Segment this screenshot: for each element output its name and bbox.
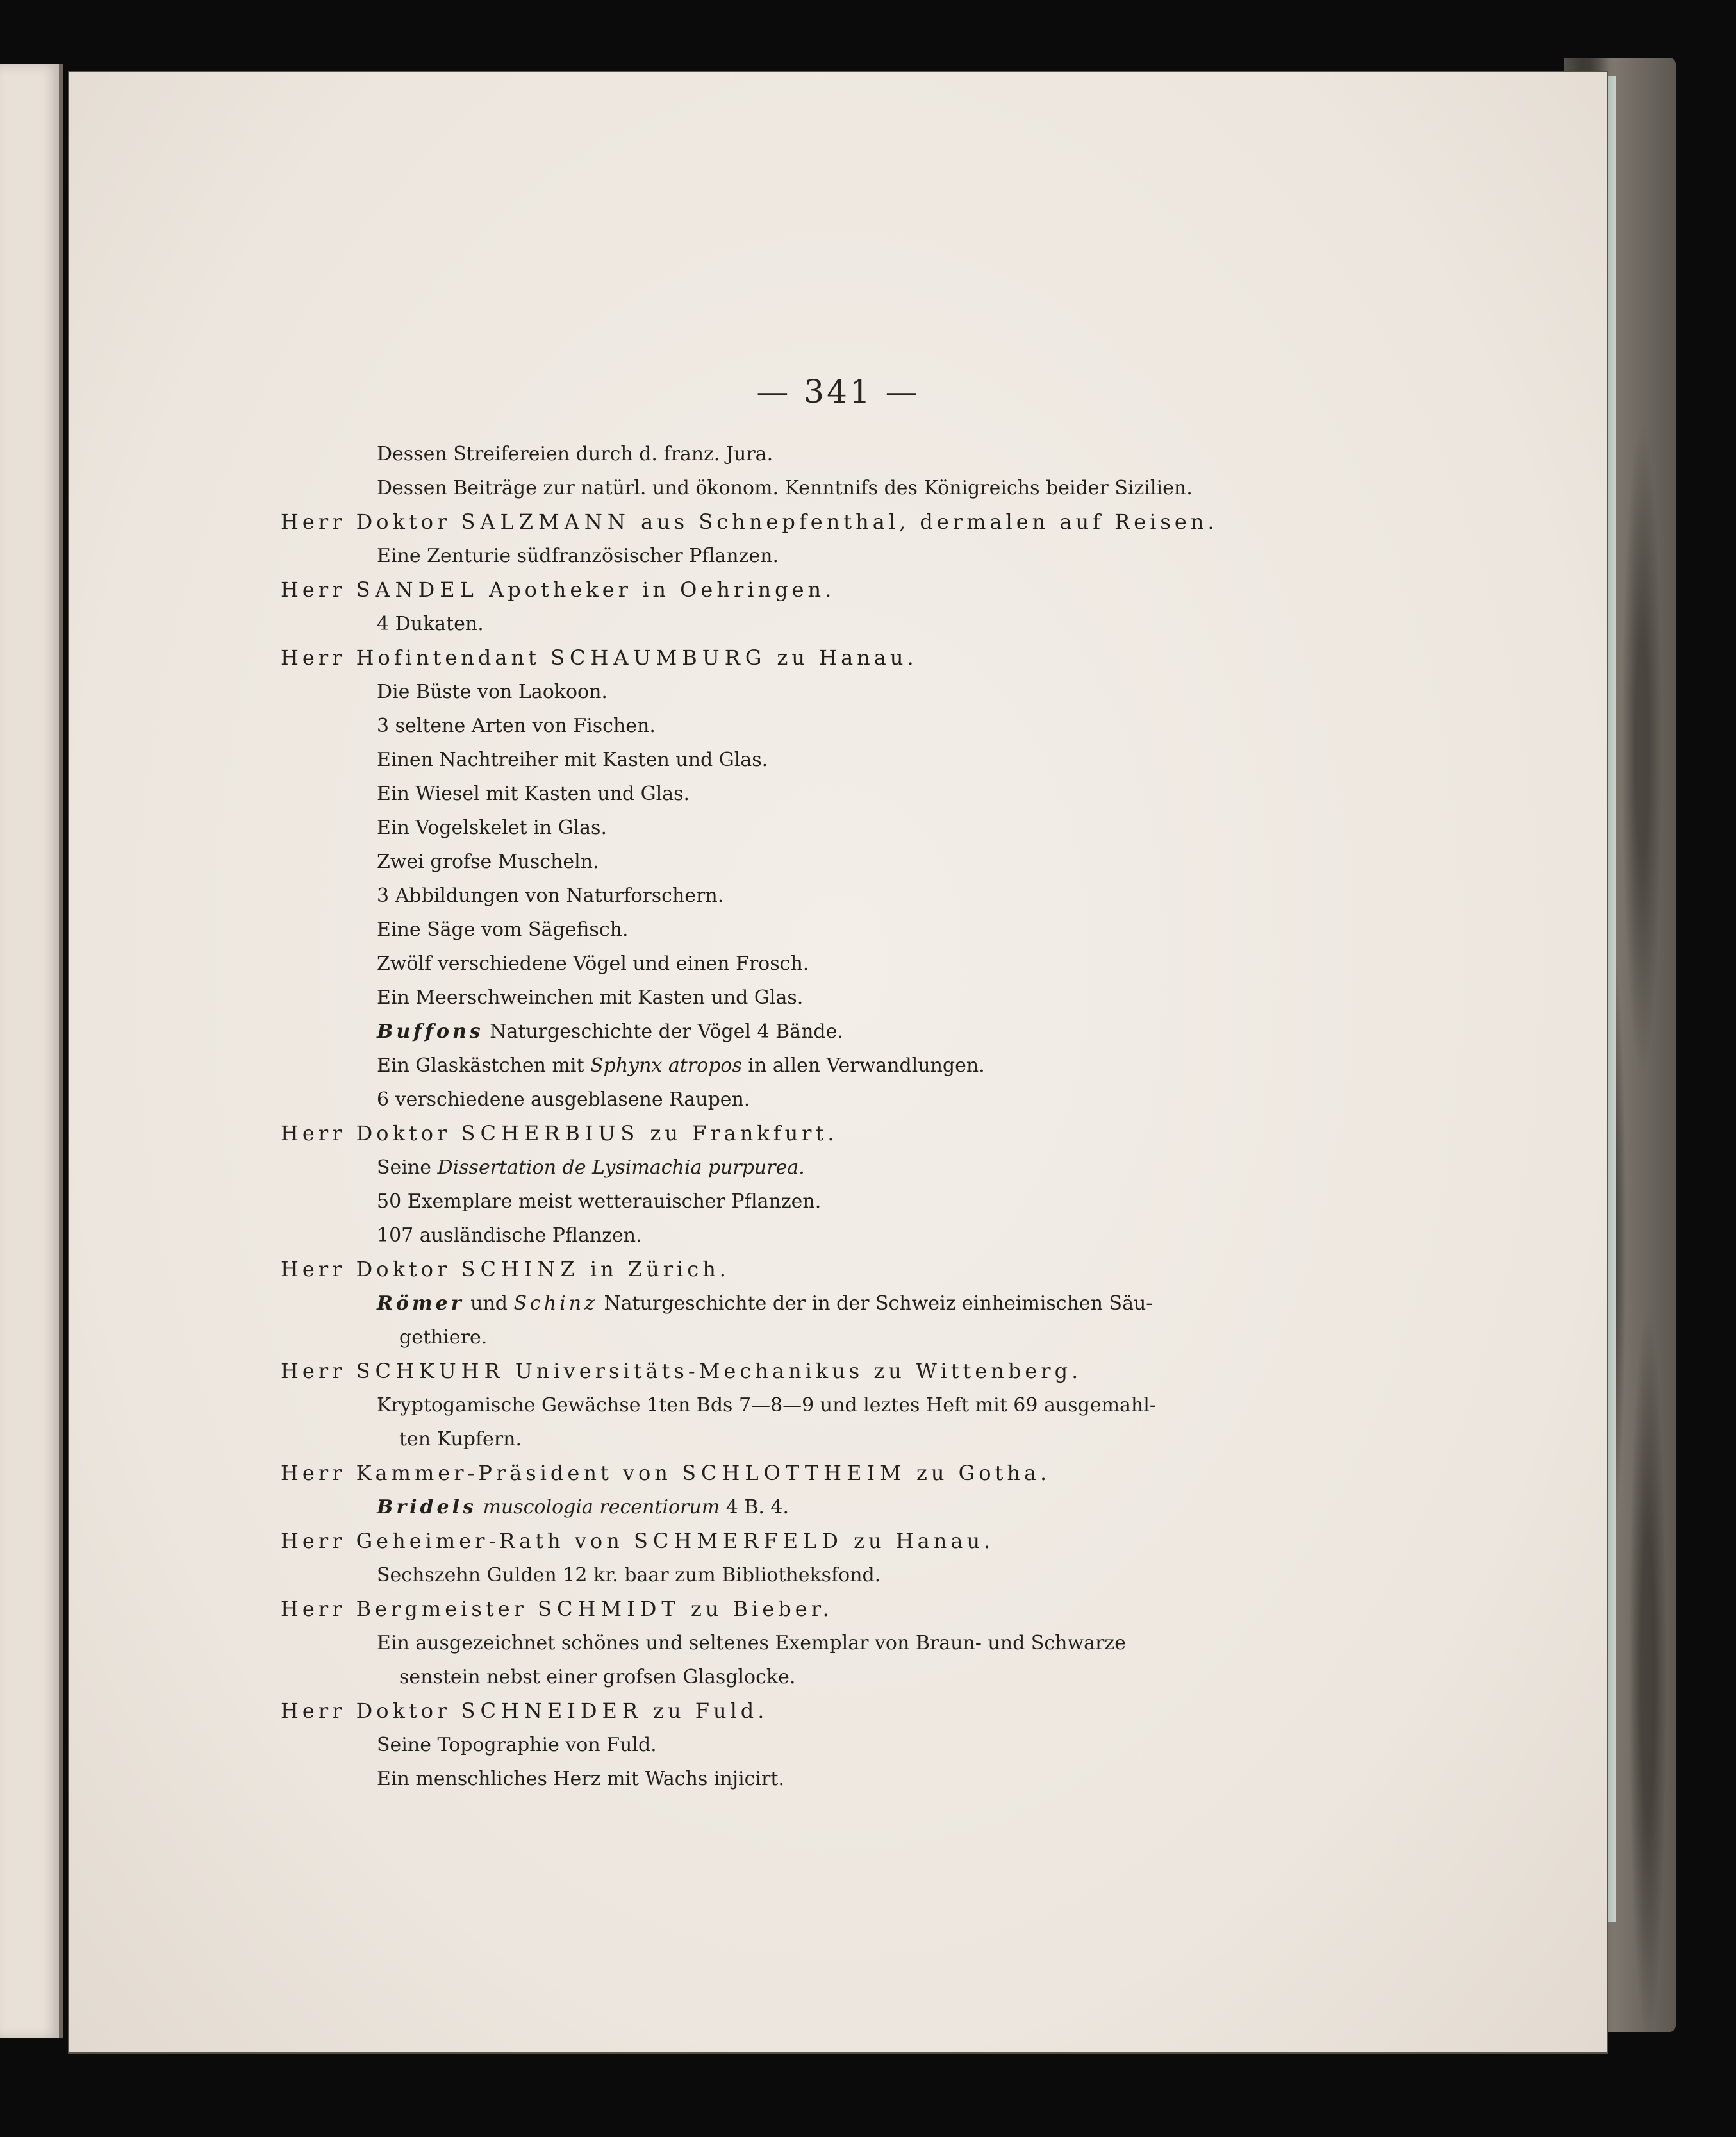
donation-entry	[281, 1218, 1370, 1252]
donation-entry	[281, 845, 1370, 879]
text-segment: Buffons	[377, 1020, 484, 1043]
text-segment: Seine Topographie von Fuld.	[377, 1734, 657, 1756]
text-segment: SCHMIDT	[538, 1597, 681, 1621]
donor-heading	[281, 1592, 1370, 1626]
text-segment: Römer	[377, 1292, 465, 1315]
text-segment: Herr Kammer-Präsident von	[281, 1461, 682, 1485]
text-segment: Herr Hofintendant	[281, 645, 551, 670]
text-segment: Herr Bergmeister	[281, 1597, 538, 1621]
left-page-edge	[0, 64, 63, 2038]
text-segment: und	[464, 1292, 514, 1315]
text-segment: zu Bieber.	[680, 1597, 833, 1621]
donor-list	[281, 437, 1370, 1796]
donation-entry	[281, 947, 1370, 981]
donation-entry	[281, 1083, 1370, 1117]
text-segment: Dessen Beiträge zur natürl. und ökonom. Kenntnifs des Königreichs beider Sizilien.	[377, 477, 1193, 499]
donor-heading	[281, 641, 1370, 675]
text-segment: Zwölf verschiedene Vögel und einen Frosch.	[377, 952, 809, 975]
donation-entry	[281, 1049, 1370, 1083]
book-page	[69, 72, 1607, 2052]
text-segment: Ein Glaskästchen mit	[377, 1054, 591, 1077]
text-segment: 3 seltene Arten von Fischen.	[377, 715, 656, 737]
text-segment: Bridels	[377, 1496, 477, 1518]
text-segment: 6 verschiedene ausgeblasene Raupen.	[377, 1088, 750, 1111]
donation-entry	[281, 1626, 1370, 1660]
text-segment: Eine Zenturie südfranzösischer Pflanzen.	[377, 545, 779, 567]
text-segment: Herr Doktor	[281, 1257, 461, 1281]
text-segment: Herr Geheimer-Rath von	[281, 1529, 634, 1553]
text-segment: zu Frankfurt.	[640, 1121, 838, 1145]
text-segment: Naturgeschichte der in der Schweiz einheimischen Säu-	[597, 1292, 1153, 1315]
text-segment: Naturgeschichte der Vögel 4 Bände.	[483, 1020, 843, 1043]
donation-entry	[281, 811, 1370, 845]
text-segment: SCHAUMBURG	[550, 645, 767, 670]
text-segment: Schinz	[513, 1292, 598, 1315]
text-segment: Sphynx atropos	[590, 1054, 742, 1077]
donor-heading	[281, 505, 1370, 539]
text-segment: SCHINZ	[461, 1257, 580, 1281]
donation-entry	[281, 879, 1370, 913]
donor-heading	[281, 1456, 1370, 1490]
donation-entry	[281, 1490, 1370, 1524]
text-segment: Herr Doktor	[281, 1699, 461, 1723]
text-segment: in allen Verwandlungen.	[741, 1054, 985, 1077]
text-segment: 3 Abbildungen von Naturforschern.	[377, 885, 724, 907]
donation-entry	[281, 539, 1370, 573]
donation-entry	[281, 1286, 1370, 1320]
text-segment: Herr	[281, 1359, 356, 1383]
page-number: — 341 —	[756, 373, 920, 410]
text-segment: in Zürich.	[579, 1257, 730, 1281]
text-segment: aus Schnepfenthal, dermalen auf Reisen.	[630, 510, 1218, 534]
donor-heading	[281, 1694, 1370, 1728]
text-segment: Ein Vogelskelet in Glas.	[377, 817, 607, 839]
entry-continuation	[281, 1660, 1370, 1694]
donation-entry	[281, 913, 1370, 947]
text-segment: Herr Doktor	[281, 510, 461, 534]
donation-entry	[281, 607, 1370, 641]
text-segment: zu Hanau.	[843, 1529, 995, 1553]
text-segment: Dissertation de Lysimachia purpurea.	[437, 1156, 805, 1179]
donation-entry	[281, 437, 1370, 471]
text-segment: muscologia recentiorum	[476, 1496, 720, 1518]
donation-entry	[281, 471, 1370, 505]
text-segment: 4 Dukaten.	[377, 613, 484, 635]
donation-entry	[281, 675, 1370, 709]
text-segment: ten Kupfern.	[399, 1428, 522, 1451]
text-segment: Herr Doktor	[281, 1121, 461, 1145]
text-segment: Apotheker in Oehringen.	[478, 578, 836, 602]
text-segment: 4 B. 4.	[720, 1496, 789, 1518]
text-segment: Kryptogamische Gewächse 1ten Bds 7—8—9 und leztes Heft mit 69 ausgemahl-	[377, 1394, 1156, 1417]
text-segment: Seine	[377, 1156, 438, 1179]
text-segment: senstein nebst einer grofsen Glasglocke.	[399, 1666, 796, 1688]
donor-heading	[281, 573, 1370, 607]
entry-continuation	[281, 1320, 1370, 1354]
text-segment: SCHMERFELD	[633, 1529, 843, 1553]
text-segment: Zwei grofse Muscheln.	[377, 851, 599, 873]
text-segment: SCHNEIDER	[461, 1699, 643, 1723]
text-segment: Einen Nachtreiher mit Kasten und Glas.	[377, 749, 768, 771]
text-segment: Sechszehn Gulden 12 kr. baar zum Bibliotheksfond.	[377, 1564, 881, 1586]
text-segment: Ein Wiesel mit Kasten und Glas.	[377, 783, 690, 805]
donation-entry	[281, 1558, 1370, 1592]
text-segment: SANDEL	[356, 578, 479, 602]
donation-entry	[281, 1728, 1370, 1762]
donation-entry	[281, 981, 1370, 1015]
donation-entry	[281, 1185, 1370, 1218]
entry-continuation	[281, 1422, 1370, 1456]
donor-heading	[281, 1354, 1370, 1388]
text-segment: Eine Säge vom Sägefisch.	[377, 919, 629, 941]
text-segment: SCHLOTTHEIM	[682, 1461, 906, 1485]
text-segment: Herr	[281, 578, 356, 602]
text-segment: SCHKUHR	[356, 1359, 505, 1383]
donation-entry	[281, 709, 1370, 743]
text-segment: SALZMANN	[461, 510, 631, 534]
text-segment: 107 ausländische Pflanzen.	[377, 1224, 642, 1247]
donation-entry	[281, 1015, 1370, 1049]
text-segment: Universitäts-Mechanikus zu Wittenberg.	[504, 1359, 1082, 1383]
text-segment: SCHERBIUS	[461, 1121, 640, 1145]
text-segment: zu Hanau.	[766, 645, 918, 670]
text-segment: gethiere.	[399, 1326, 488, 1349]
donation-entry	[281, 743, 1370, 777]
donor-heading	[281, 1117, 1370, 1151]
text-segment: zu Gotha.	[905, 1461, 1051, 1485]
donor-heading	[281, 1524, 1370, 1558]
donation-entry	[281, 1762, 1370, 1796]
donation-entry	[281, 1151, 1370, 1185]
donor-heading	[281, 1252, 1370, 1286]
text-segment: 50 Exemplare meist wetterauischer Pflanzen.	[377, 1190, 822, 1213]
donation-entry	[281, 777, 1370, 811]
donation-entry	[281, 1388, 1370, 1422]
text-segment: Ein ausgezeichnet schönes und seltenes Exemplar von Braun- und Schwarze	[377, 1632, 1126, 1654]
text-segment: Ein menschliches Herz mit Wachs injicirt.	[377, 1768, 784, 1790]
text-segment: Die Büste von Laokoon.	[377, 681, 608, 703]
text-segment: zu Fuld.	[642, 1699, 768, 1723]
text-segment: Dessen Streifereien durch d. franz. Jura.	[377, 443, 773, 465]
text-segment: Ein Meerschweinchen mit Kasten und Glas.	[377, 986, 804, 1009]
